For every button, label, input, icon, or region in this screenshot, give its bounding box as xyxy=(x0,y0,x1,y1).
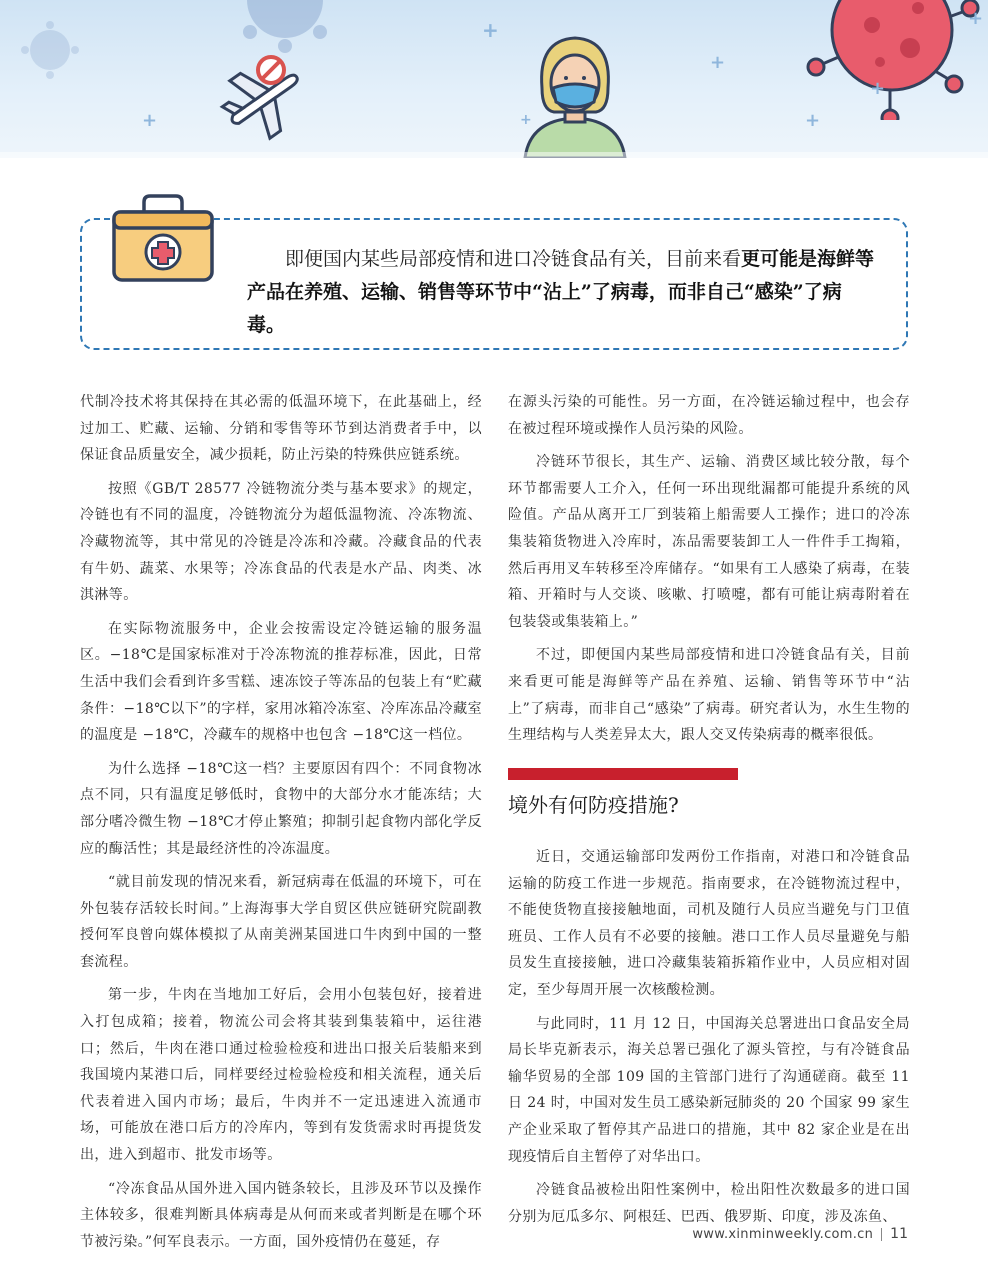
paragraph: “就目前发现的情况来看，新冠病毒在低温的环境下，可在外包装存活较长时间。”上海海事大学自贸区供应链研究院副教授何军良曾向媒体模拟了从南美洲某国进口牛肉到中国的一整套流程。 xyxy=(80,874,482,970)
paragraph: 在实际物流服务中，企业会按需设定冷链运输的服务温区。−18℃是国家标准对于冷冻物流的推荐标准，因此，日常生活中我们会看到许多雪糕、速冻饺子等冻品的包装上有“贮藏条件：−18℃以下”的字样，家用冰箱冷冻室、冷库冻品冷藏室的温度是 −18℃，冷藏车的规格中也包含 −18℃这一档位。 xyxy=(80,620,482,744)
header-illustration xyxy=(0,0,988,158)
pull-quote-text: 即便国内某些局部疫情和进口冷链食品有关，目前来看更可能是海鲜等产品在养殖、运输、销售等环节中“沾上”了病毒，而非自己“感染”了病毒。 xyxy=(247,248,875,336)
virus-icon xyxy=(800,0,980,120)
masked-person-icon xyxy=(520,28,630,158)
pull-quote-emphasis: 更可能是海鲜等产品在养殖、运输、销售等环节中“沾上”了病毒，而非自己“感染”了病毒。 xyxy=(247,248,875,336)
article-column-right xyxy=(508,389,910,756)
paragraph: 冷链食品被检出阳性案例中，检出阳性次数最多的进口国分别为厄瓜多尔、阿根廷、巴西、俄罗斯、印度，涉及冻鱼、 xyxy=(508,1182,910,1225)
plus-icon: + xyxy=(482,18,499,42)
paragraph: 第一步，牛肉在当地加工好后，会用小包装包好，接着进入打包成箱；接着，物流公司会将其装到集装箱中，运往港口；然后，牛肉在港口通过检验检疫和进出口报关后装船来到我国境内某港口后，同样要经过检验检疫和相关流程，通关后代表着进入国内市场；最后，牛肉并不一定迅速进入流通市场，可能放在港口后方的冷库内，等到有发货需求时再提货发出，进入到超市、批发市场等。 xyxy=(80,987,482,1164)
paragraph: 按照《GB/T 28577 冷链物流分类与基本要求》的规定，冷链也有不同的温度，冷链物流分为超低温物流、冷冻物流、冷藏物流等，其中常见的冷链是冷冻和冷藏。冷藏食品的代表有牛奶、蔬菜、水果等；冷冻食品的代表是水产品、肉类、冰淇淋等。 xyxy=(80,480,482,604)
plus-icon: + xyxy=(805,110,821,131)
section-divider-bar xyxy=(508,768,738,780)
paragraph: 代制冷技术将其保持在其必需的低温环境下，在此基础上，经过加工、贮藏、运输、分销和零售等环节到达消费者手中，以保证食品质量安全，减少损耗，防止污染的特殊供应链系统。 xyxy=(80,394,482,464)
paragraph: 冷链环节很长，其生产、运输、消费区域比较分散，每个环节都需要人工介入，任何一环出现纰漏都可能提升系统的风险值。产品从离开工厂到装箱上船需要人工操作；进口的冷冻集装箱货物进入冷库时，冻品需要装卸工人一件件手工掏箱，然后再用叉车转移至冷库储存。“如果有工人感染了病毒，在装箱、开箱时与人交谈、咳嗽、打喷嚏，都有可能让病毒附着在包装袋或集装箱上。” xyxy=(508,454,910,630)
paragraph: 在源头污染的可能性。另一方面，在冷链运输过程中，也会存在被过程环境或操作人员污染的风险。 xyxy=(508,394,910,437)
plus-icon: + xyxy=(710,52,726,73)
plus-icon: + xyxy=(870,78,886,99)
paragraph: 近日，交通运输部印发两份工作指南，对港口和冷链食品运输的防疫工作进一步规范。指南要求，在冷链物流过程中，不能使货物直接接触地面，司机及随行人员应当避免与门卫值班员、工作人员有不必要的接触。港口工作人员尽量避免与船员发生直接接触，进口冷藏集装箱拆箱作业中，人员应相对固定，至少每周开展一次核酸检测。 xyxy=(508,849,910,998)
paragraph: 不过，即便国内某些局部疫情和进口冷链食品有关，目前来看更可能是海鲜等产品在养殖、运输、销售等环节中“沾上”了病毒，而非自己“感染”了病毒。研究者认为，水生生物的生理结构与人类差异太大，跟人交叉传染病毒的概率很低。 xyxy=(508,647,910,744)
page-footer xyxy=(692,1226,908,1242)
paragraph: 与此同时，11 月 12 日，中国海关总署进出口食品安全局局长毕克新表示，海关总署已强化了源头管控，与有冷链食品输华贸易的全部 109 国的主管部门进行了沟通磋商。截至 11 日 24 时，中国对发生员工感染新冠肺炎的 20 个国家 99 家生产企业采取了暂停其产品进口的措施，其中 82 家企业是在出现疫情后自主暂停了对华出口。 xyxy=(508,1015,910,1165)
footer-separator xyxy=(881,1228,882,1241)
virus-icon xyxy=(20,20,80,80)
airplane-icon xyxy=(215,50,315,150)
article-column-right-section xyxy=(508,844,910,1237)
site-url: www.xinminweekly.com.cn xyxy=(692,1227,874,1242)
plus-icon: + xyxy=(142,110,158,131)
paragraph: 为什么选择 −18℃这一档？主要原因有四个：不同食物冰点不同，只有温度足够低时，食物中的大部分水才能冻结；大部分嗜冷微生物 −18℃才停止繁殖；抑制引起食物内部化学反应的酶活性；其是最经济性的冷冻温度。 xyxy=(80,760,482,857)
page-number: 11 xyxy=(890,1226,908,1242)
first-aid-kit-icon xyxy=(110,192,216,284)
article-column-left xyxy=(80,389,482,1262)
plus-icon: + xyxy=(968,8,984,29)
section-heading: 境外有何防疫措施? xyxy=(508,793,679,817)
plus-icon: + xyxy=(520,112,532,128)
paragraph: “冷冻食品从国外进入国内链条较长，且涉及环节以及操作主体较多，很难判断具体病毒是从何而来或者判断是在哪个环节被污染。”何军良表示。一方面，国外疫情仍在蔓延，存 xyxy=(80,1180,482,1250)
banner-edge xyxy=(0,152,988,158)
